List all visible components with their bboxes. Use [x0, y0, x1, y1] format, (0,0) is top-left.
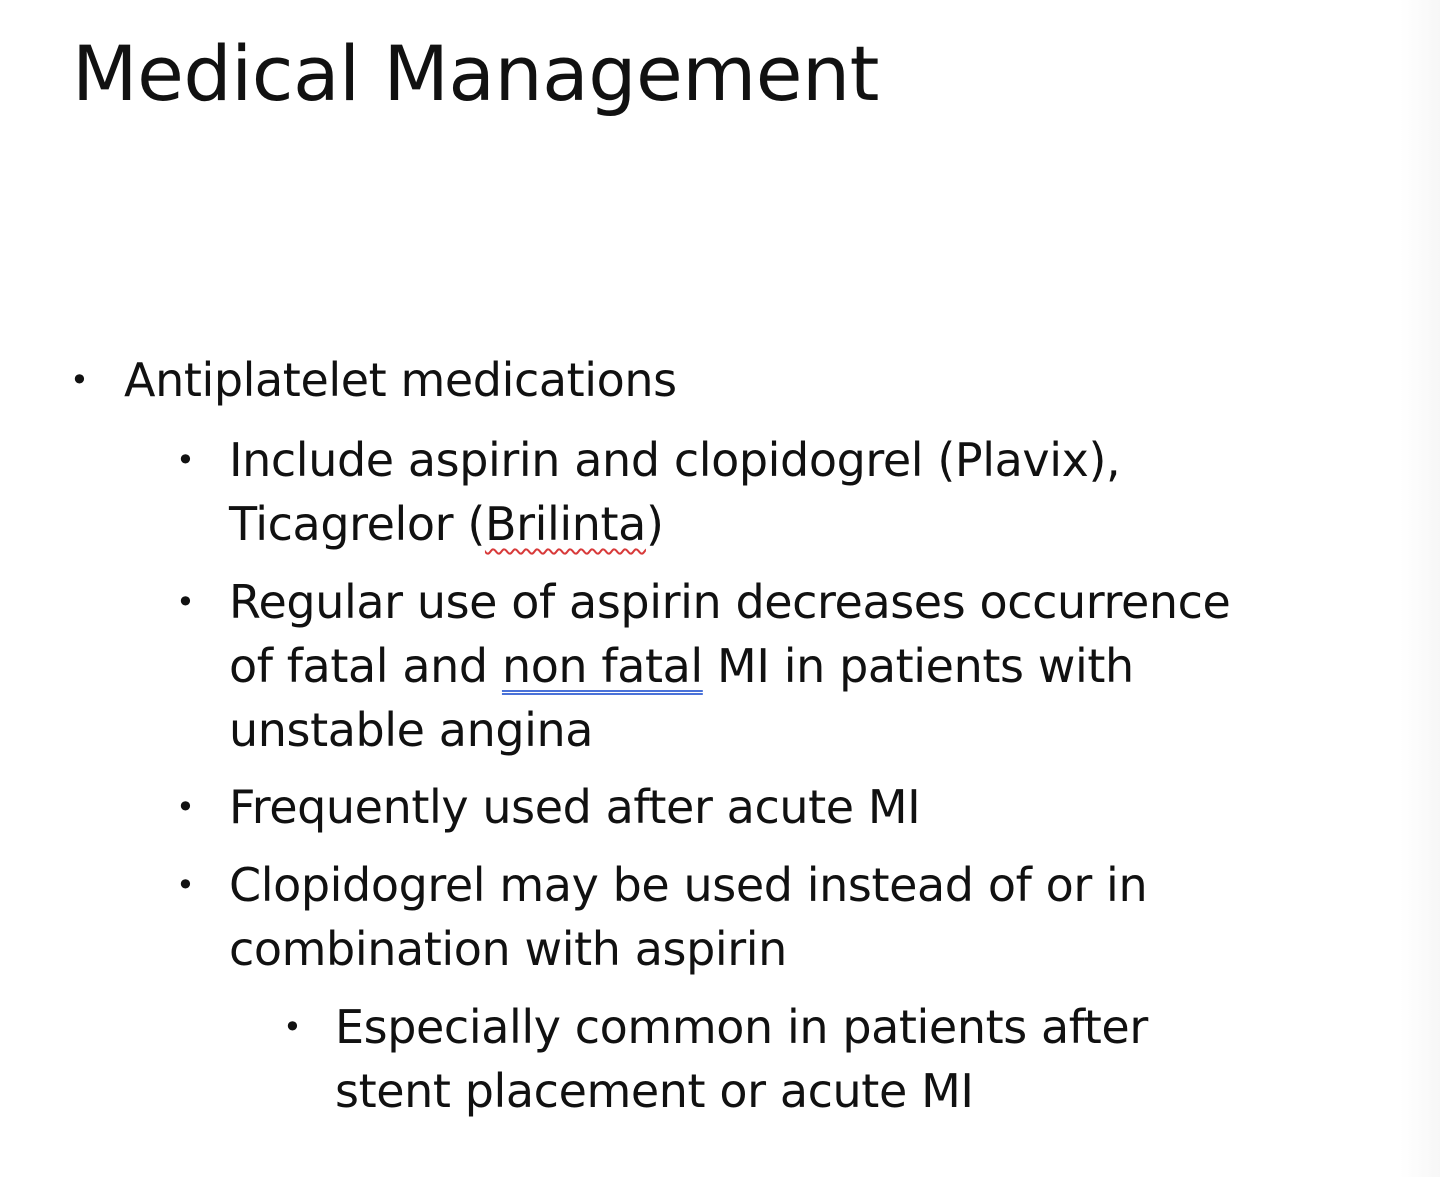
- bullet-text: Antiplatelet medications: [124, 353, 677, 407]
- bullet-text: of fatal and: [229, 639, 502, 693]
- grammar-flag-phrase: non fatal: [501, 639, 703, 693]
- bullet-include-aspirin: [229, 428, 1120, 556]
- bullet-line: combination with aspirin: [229, 922, 787, 976]
- bullet-line: Especially common in patients after: [335, 1000, 1148, 1054]
- bullet-antiplatelet-medications: [124, 348, 677, 412]
- bullet-line: Include aspirin and clopidogrel (Plavix),: [229, 433, 1121, 487]
- bullet-line: unstable angina: [229, 703, 594, 757]
- bullet-text: MI in patients with: [702, 639, 1134, 693]
- bullet-glyph: •: [176, 583, 195, 621]
- bullet-frequently-used: [229, 775, 920, 839]
- bullet-glyph: •: [176, 866, 195, 904]
- bullet-regular-use-aspirin: [229, 570, 1230, 762]
- bullet-line: stent placement or acute MI: [335, 1064, 974, 1118]
- slide-title: Medical Management: [72, 29, 879, 118]
- spelling-flag-word: Brilinta: [484, 497, 646, 551]
- bullet-glyph: •: [70, 361, 89, 399]
- bullet-text: Ticagrelor (: [229, 497, 485, 551]
- bullet-glyph: •: [283, 1008, 302, 1046]
- bullet-line: [229, 634, 1230, 698]
- bullet-line: Clopidogrel may be used instead of or in: [229, 858, 1148, 912]
- slide-edge-shade: [1400, 0, 1440, 1177]
- bullet-line: Regular use of aspirin decreases occurrence: [229, 575, 1231, 629]
- bullet-especially-common: [335, 995, 1148, 1123]
- bullet-text: ): [645, 497, 664, 551]
- bullet-glyph: •: [176, 788, 195, 826]
- bullet-line: [229, 492, 1120, 556]
- bullet-glyph: •: [176, 441, 195, 479]
- bullet-text: Frequently used after acute MI: [229, 780, 921, 834]
- bullet-clopidogrel-instead: [229, 853, 1147, 981]
